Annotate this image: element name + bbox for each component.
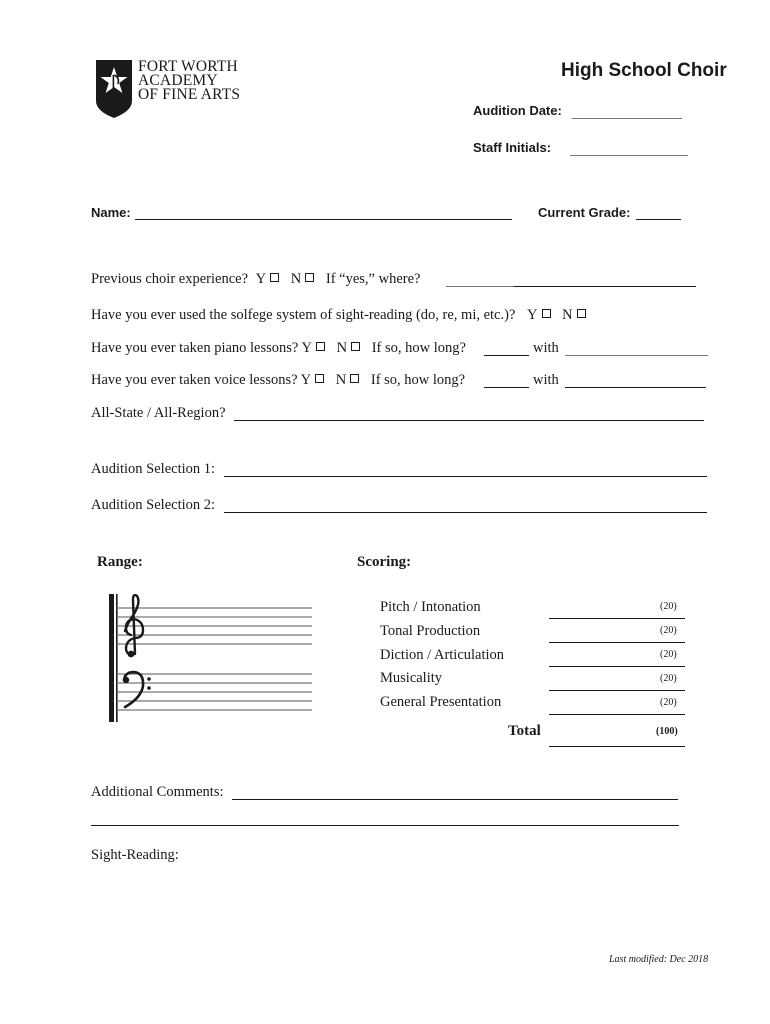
allstate-field[interactable] bbox=[234, 420, 704, 421]
range-label: Range: bbox=[97, 554, 143, 570]
score-field-presentation[interactable] bbox=[549, 714, 685, 715]
score-points-total: (100) bbox=[656, 726, 678, 737]
star-shield-icon bbox=[96, 57, 132, 119]
additional-comments-field-2[interactable] bbox=[91, 825, 679, 826]
piano-how-long-label: If so, how long? bbox=[371, 340, 466, 356]
voice-question: Have you ever taken voice lessons? bbox=[91, 372, 298, 388]
audition-date-label: Audition Date: bbox=[473, 103, 562, 118]
choir-where-field-b[interactable] bbox=[514, 286, 696, 287]
yes-label: Y bbox=[527, 307, 538, 323]
score-label-tonal: Tonal Production bbox=[380, 623, 481, 639]
score-label-pitch: Pitch / Intonation bbox=[380, 599, 481, 615]
scoring-label: Scoring: bbox=[357, 554, 412, 570]
no-label: N bbox=[562, 307, 573, 323]
score-points-diction: (20) bbox=[660, 649, 677, 660]
piano-question: Have you ever taken piano lessons? bbox=[91, 340, 299, 356]
piano-row bbox=[91, 340, 466, 357]
voice-row bbox=[91, 372, 465, 389]
additional-comments-label: Additional Comments: bbox=[91, 784, 224, 800]
voice-duration-field[interactable] bbox=[484, 387, 529, 388]
score-field-musicality[interactable] bbox=[549, 690, 685, 691]
staff-initials-label: Staff Initials: bbox=[473, 140, 552, 155]
choir-experience-row bbox=[91, 271, 420, 288]
solfege-question: Have you ever used the solfege system of sight-reading (do, re, mi, etc.)? bbox=[91, 307, 516, 323]
name-field[interactable] bbox=[135, 219, 512, 220]
sight-reading-label: Sight-Reading: bbox=[91, 847, 179, 863]
audition-selection-1-field[interactable] bbox=[224, 476, 707, 477]
grand-staff[interactable] bbox=[107, 594, 313, 722]
score-label-musicality: Musicality bbox=[380, 670, 443, 686]
score-label-presentation: General Presentation bbox=[380, 694, 502, 710]
voice-teacher-field[interactable] bbox=[565, 387, 706, 388]
current-grade-field[interactable] bbox=[636, 219, 681, 220]
yes-label: Y bbox=[300, 372, 312, 388]
school-logo bbox=[96, 57, 256, 119]
logo-line-3: OF FINE ARTS bbox=[138, 86, 241, 103]
score-field-diction[interactable] bbox=[549, 666, 685, 667]
piano-no-checkbox[interactable] bbox=[351, 342, 360, 351]
score-points-musicality: (20) bbox=[660, 673, 677, 684]
solfege-no-checkbox[interactable] bbox=[577, 309, 586, 318]
current-grade-label: Current Grade: bbox=[538, 205, 631, 220]
additional-comments-field-1[interactable] bbox=[232, 799, 678, 800]
solfege-row bbox=[91, 307, 590, 324]
voice-yes-checkbox[interactable] bbox=[315, 374, 324, 383]
voice-no-checkbox[interactable] bbox=[350, 374, 359, 383]
piano-duration-field[interactable] bbox=[484, 355, 529, 356]
bass-clef-icon bbox=[123, 672, 151, 707]
solfege-yes-checkbox[interactable] bbox=[542, 309, 551, 318]
audition-selection-2-field[interactable] bbox=[224, 512, 707, 513]
name-label: Name: bbox=[91, 205, 131, 220]
allstate-label: All-State / All-Region? bbox=[91, 405, 226, 421]
logo-line-1: FORT WORTH bbox=[138, 58, 238, 75]
logo-line-2: ACADEMY bbox=[138, 72, 218, 89]
piano-with-label: with bbox=[533, 340, 559, 356]
choir-where-field-a[interactable] bbox=[446, 286, 514, 287]
audition-date-field[interactable] bbox=[572, 118, 682, 119]
staff-initials-field[interactable] bbox=[570, 155, 688, 156]
choir-experience-question: Previous choir experience? bbox=[91, 271, 249, 287]
no-label: N bbox=[336, 340, 348, 356]
score-field-pitch[interactable] bbox=[549, 618, 685, 619]
choir-where-label: If “yes,” where? bbox=[325, 271, 421, 287]
score-label-diction: Diction / Articulation bbox=[380, 647, 505, 663]
voice-how-long-label: If so, how long? bbox=[370, 372, 466, 388]
yes-label: Y bbox=[301, 340, 312, 356]
voice-with-label: with bbox=[533, 372, 559, 388]
piano-yes-checkbox[interactable] bbox=[316, 342, 325, 351]
score-field-tonal[interactable] bbox=[549, 642, 685, 643]
choir-no-checkbox[interactable] bbox=[305, 273, 314, 282]
last-modified: Last modified: Dec 2018 bbox=[609, 954, 709, 965]
choir-yes-checkbox[interactable] bbox=[270, 273, 279, 282]
audition-selection-2-label: Audition Selection 2: bbox=[91, 497, 216, 513]
yes-label: Y bbox=[255, 271, 267, 287]
score-total-label: Total bbox=[508, 723, 541, 739]
score-field-total[interactable] bbox=[549, 746, 685, 747]
score-points-presentation: (20) bbox=[660, 697, 677, 708]
audition-selection-1-label: Audition Selection 1: bbox=[91, 461, 216, 477]
no-label: N bbox=[290, 271, 302, 287]
page-title: High School Choir bbox=[561, 60, 727, 81]
score-points-pitch: (20) bbox=[660, 601, 677, 612]
score-points-tonal: (20) bbox=[660, 625, 677, 636]
no-label: N bbox=[335, 372, 347, 388]
piano-teacher-field[interactable] bbox=[565, 355, 708, 356]
